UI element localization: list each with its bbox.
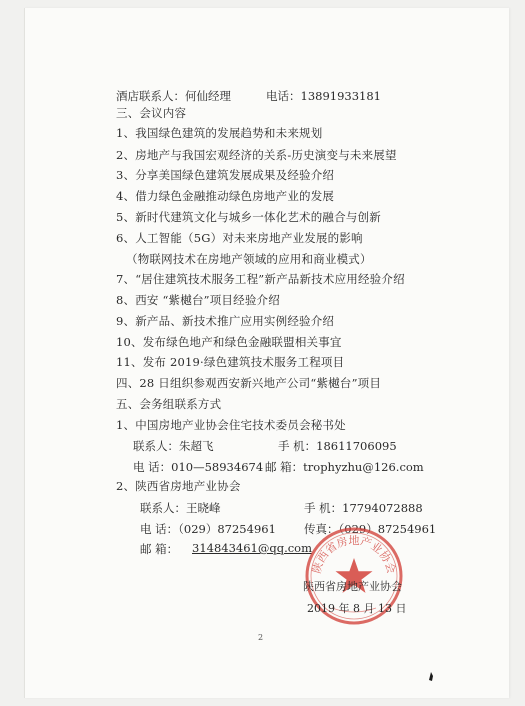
scan-speck-icon (428, 672, 434, 682)
signing-organization: 陕西省房地产业协会 (303, 580, 402, 593)
hotel-phone: 电话：13891933181 (266, 89, 381, 103)
hotel-contact: 酒店联系人：何仙经理 (116, 89, 231, 103)
document-page (24, 8, 509, 698)
agenda-item-6: 6、人工智能（5G）对未来房地产业发展的影响 (116, 231, 363, 245)
agenda-item-2: 2、房地产与我国宏观经济的关系-历史演变与未来展望 (116, 148, 397, 162)
org1-name: 1、中国房地产业协会住宅技术委员会秘书处 (116, 418, 346, 432)
agenda-item-5: 5、新时代建筑文化与城乡一体化艺术的融合与创新 (116, 210, 381, 224)
agenda-item-6-note: （物联网技术在房地产领域的应用和商业模式） (126, 252, 372, 266)
org1-mobile: 手 机：18611706095 (278, 439, 397, 453)
agenda-item-3: 3、分享美国绿色建筑发展成果及经验介绍 (116, 168, 335, 182)
org2-email-link[interactable]: 314843461@qq.com (192, 541, 312, 555)
seal-text: 陕西省房地产业协会 (310, 534, 398, 575)
org1-phone: 电 话：010—58934674 (133, 460, 264, 474)
org2-phone: 电 话：（029）87254961 (140, 522, 276, 536)
agenda-item-9: 9、新产品、新技术推广应用实例经验介绍 (116, 314, 335, 328)
org2-mobile: 手 机：17794072888 (304, 501, 423, 515)
agenda-item-7: 7、“居住建筑技术服务工程”新产品新技术应用经验介绍 (116, 272, 405, 286)
agenda-item-11: 11、发布 2019·绿色建筑技术服务工程项目 (116, 355, 345, 369)
org2-email-label: 邮 箱： (140, 542, 179, 556)
org1-contact-person: 联系人：朱超飞 (133, 439, 214, 453)
org2-fax: 传真：（029）87254961 (304, 522, 437, 536)
section-heading-site-visit: 四、28 日组织参观西安新兴地产公司“紫樾台”项目 (116, 376, 382, 390)
section-heading-contacts: 五、会务组联系方式 (116, 397, 222, 411)
agenda-item-10: 10、发布绿色地产和绿色金融联盟相关事宜 (116, 335, 342, 349)
section-heading-meeting-content: 三、会议内容 (116, 106, 187, 120)
page-number: 2 (258, 633, 264, 642)
agenda-item-8: 8、西安 “紫樾台”项目经验介绍 (116, 293, 280, 307)
org1-email: 邮 箱：trophyzhu@126.com (265, 460, 424, 474)
org2-name: 2、陕西省房地产业协会 (116, 479, 241, 493)
signing-date: 2019 年 8 月 13 日 (307, 602, 407, 615)
agenda-item-4: 4、借力绿色金融推动绿色房地产业的发展 (116, 189, 335, 203)
org2-contact-person: 联系人：王晓峰 (140, 501, 221, 515)
agenda-item-1: 1、我国绿色建筑的发展趋势和未来规划 (116, 126, 323, 140)
